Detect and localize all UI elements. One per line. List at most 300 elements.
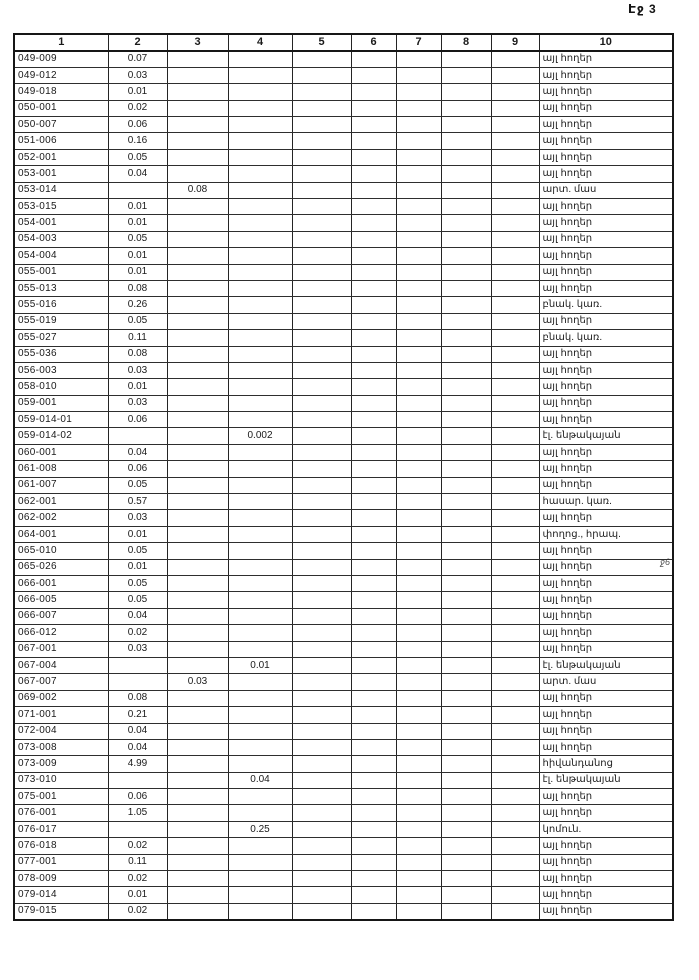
value-cell — [228, 280, 292, 296]
value-cell — [351, 510, 396, 526]
value-cell — [167, 330, 228, 346]
value-cell — [292, 231, 351, 247]
value-cell — [441, 526, 491, 542]
value-cell: 0.03 — [167, 674, 228, 690]
value-cell — [167, 100, 228, 116]
table-row — [14, 117, 673, 133]
value-cell — [491, 789, 539, 805]
land-use-cell: այլ հողեր — [539, 559, 673, 575]
value-cell — [292, 707, 351, 723]
value-cell — [441, 313, 491, 329]
table-row — [14, 756, 673, 772]
table-row — [14, 362, 673, 378]
column-header: 6 — [351, 34, 396, 51]
land-use-cell: էլ. ենթակայան — [539, 428, 673, 444]
value-cell — [491, 854, 539, 870]
value-cell: 0.08 — [108, 280, 167, 296]
value-cell — [228, 461, 292, 477]
land-use-cell: այլ հողեր — [539, 280, 673, 296]
value-cell: 0.02 — [108, 903, 167, 919]
value-cell — [292, 51, 351, 67]
value-cell — [351, 379, 396, 395]
value-cell — [228, 871, 292, 887]
value-cell — [167, 707, 228, 723]
table-row — [14, 428, 673, 444]
value-cell — [292, 903, 351, 919]
value-cell — [491, 510, 539, 526]
value-cell — [441, 264, 491, 280]
land-use-cell: այլ հողեր — [539, 887, 673, 903]
value-cell — [441, 854, 491, 870]
parcel-code-cell: 078-009 — [14, 871, 108, 887]
value-cell — [351, 313, 396, 329]
table-row — [14, 461, 673, 477]
value-cell — [441, 559, 491, 575]
land-use-cell: այլ հողեր — [539, 346, 673, 362]
value-cell — [396, 674, 441, 690]
value-cell — [491, 690, 539, 706]
parcel-code-cell: 065-010 — [14, 543, 108, 559]
table-row — [14, 133, 673, 149]
value-cell — [491, 248, 539, 264]
table-row — [14, 264, 673, 280]
value-cell — [351, 526, 396, 542]
value-cell: 0.21 — [108, 707, 167, 723]
value-cell — [396, 543, 441, 559]
value-cell — [167, 805, 228, 821]
value-cell — [292, 510, 351, 526]
value-cell — [396, 723, 441, 739]
value-cell: 0.04 — [108, 723, 167, 739]
value-cell — [228, 608, 292, 624]
value-cell — [228, 674, 292, 690]
value-cell — [491, 756, 539, 772]
value-cell — [396, 412, 441, 428]
value-cell: 0.01 — [108, 379, 167, 395]
value-cell — [292, 723, 351, 739]
value-cell — [292, 871, 351, 887]
table-row — [14, 543, 673, 559]
value-cell — [167, 280, 228, 296]
value-cell — [441, 543, 491, 559]
value-cell — [228, 264, 292, 280]
value-cell: 0.04 — [108, 739, 167, 755]
value-cell — [228, 526, 292, 542]
land-use-cell: այլ հողեր — [539, 543, 673, 559]
parcel-code-cell: 055-027 — [14, 330, 108, 346]
value-cell — [351, 494, 396, 510]
value-cell — [491, 723, 539, 739]
value-cell — [491, 526, 539, 542]
value-cell — [396, 362, 441, 378]
value-cell: 0.03 — [108, 67, 167, 83]
value-cell — [491, 84, 539, 100]
value-cell — [292, 84, 351, 100]
value-cell — [441, 182, 491, 198]
parcel-code-cell: 061-007 — [14, 477, 108, 493]
table-row — [14, 674, 673, 690]
value-cell — [396, 805, 441, 821]
value-cell: 0.03 — [108, 641, 167, 657]
value-cell: 0.01 — [108, 559, 167, 575]
value-cell — [396, 903, 441, 919]
value-cell — [441, 215, 491, 231]
column-header: 5 — [292, 34, 351, 51]
value-cell — [441, 395, 491, 411]
value-cell — [491, 199, 539, 215]
parcel-code-cell: 050-007 — [14, 117, 108, 133]
parcel-code-cell: 076-017 — [14, 821, 108, 837]
parcel-code-cell: 076-001 — [14, 805, 108, 821]
value-cell — [351, 543, 396, 559]
value-cell — [396, 264, 441, 280]
value-cell — [167, 576, 228, 592]
value-cell — [351, 117, 396, 133]
value-cell — [491, 313, 539, 329]
value-cell — [167, 903, 228, 919]
value-cell — [351, 84, 396, 100]
table-row — [14, 576, 673, 592]
value-cell — [441, 461, 491, 477]
land-use-cell: այլ հողեր — [539, 166, 673, 182]
value-cell — [396, 280, 441, 296]
parcel-code-cell: 051-006 — [14, 133, 108, 149]
land-use-cell: այլ հողեր — [539, 248, 673, 264]
value-cell — [396, 690, 441, 706]
value-cell — [167, 199, 228, 215]
column-header: 2 — [108, 34, 167, 51]
parcel-code-cell: 055-019 — [14, 313, 108, 329]
value-cell — [167, 739, 228, 755]
value-cell — [167, 854, 228, 870]
value-cell — [396, 854, 441, 870]
value-cell — [228, 84, 292, 100]
land-use-cell: այլ հողեր — [539, 264, 673, 280]
land-use-cell: այլ հողեր — [539, 477, 673, 493]
value-cell — [292, 117, 351, 133]
value-cell — [108, 772, 167, 788]
value-cell — [396, 576, 441, 592]
table-row — [14, 821, 673, 837]
value-cell — [351, 559, 396, 575]
value-cell — [351, 166, 396, 182]
value-cell — [292, 756, 351, 772]
table-row — [14, 166, 673, 182]
value-cell — [351, 395, 396, 411]
value-cell — [441, 297, 491, 313]
value-cell — [491, 641, 539, 657]
value-cell — [292, 772, 351, 788]
value-cell — [228, 690, 292, 706]
value-cell — [396, 592, 441, 608]
value-cell — [491, 133, 539, 149]
land-use-cell: կոմուն. — [539, 821, 673, 837]
value-cell — [228, 723, 292, 739]
value-cell — [351, 608, 396, 624]
value-cell — [351, 625, 396, 641]
value-cell — [396, 494, 441, 510]
land-use-cell: էլ. ենթակայան — [539, 772, 673, 788]
value-cell — [351, 739, 396, 755]
value-cell — [292, 526, 351, 542]
table-row — [14, 805, 673, 821]
value-cell — [491, 592, 539, 608]
value-cell — [441, 657, 491, 673]
value-cell — [396, 199, 441, 215]
stray-handwriting-mark: ջ6 — [660, 557, 671, 567]
land-use-cell: այլ հողեր — [539, 805, 673, 821]
value-cell — [167, 543, 228, 559]
value-cell — [108, 182, 167, 198]
table-body — [14, 51, 673, 920]
value-cell — [167, 559, 228, 575]
value-cell — [228, 166, 292, 182]
table-row — [14, 510, 673, 526]
value-cell — [351, 805, 396, 821]
value-cell — [396, 215, 441, 231]
value-cell — [441, 379, 491, 395]
land-use-cell: այլ հողեր — [539, 215, 673, 231]
value-cell — [491, 674, 539, 690]
value-cell — [292, 330, 351, 346]
value-cell — [292, 100, 351, 116]
table-row — [14, 215, 673, 231]
value-cell — [167, 149, 228, 165]
value-cell — [441, 641, 491, 657]
value-cell — [167, 264, 228, 280]
land-use-cell: այլ հողեր — [539, 592, 673, 608]
value-cell — [491, 346, 539, 362]
table-row — [14, 67, 673, 83]
value-cell — [441, 608, 491, 624]
value-cell — [228, 379, 292, 395]
value-cell — [167, 428, 228, 444]
value-cell — [108, 428, 167, 444]
value-cell — [167, 395, 228, 411]
table-row — [14, 739, 673, 755]
value-cell — [441, 772, 491, 788]
value-cell — [491, 657, 539, 673]
land-use-cell: արտ. մաս — [539, 182, 673, 198]
value-cell: 0.08 — [108, 690, 167, 706]
value-cell — [396, 526, 441, 542]
value-cell: 0.04 — [108, 166, 167, 182]
value-cell — [292, 313, 351, 329]
value-cell — [351, 838, 396, 854]
value-cell — [441, 690, 491, 706]
value-cell — [396, 428, 441, 444]
value-cell — [351, 576, 396, 592]
value-cell — [167, 510, 228, 526]
value-cell — [228, 412, 292, 428]
value-cell: 0.05 — [108, 592, 167, 608]
table-row — [14, 494, 673, 510]
value-cell — [491, 444, 539, 460]
parcel-code-cell: 062-001 — [14, 494, 108, 510]
value-cell — [108, 674, 167, 690]
value-cell — [228, 510, 292, 526]
value-cell — [228, 182, 292, 198]
value-cell — [292, 346, 351, 362]
value-cell — [351, 887, 396, 903]
value-cell: 0.04 — [228, 772, 292, 788]
land-use-cell: այլ հողեր — [539, 362, 673, 378]
table-row — [14, 559, 673, 575]
value-cell — [292, 494, 351, 510]
value-cell: 0.02 — [108, 838, 167, 854]
value-cell — [441, 821, 491, 837]
parcel-code-cell: 073-009 — [14, 756, 108, 772]
value-cell — [396, 625, 441, 641]
value-cell — [292, 625, 351, 641]
value-cell — [441, 477, 491, 493]
table-row — [14, 477, 673, 493]
value-cell — [396, 756, 441, 772]
table-row — [14, 84, 673, 100]
value-cell — [491, 149, 539, 165]
value-cell — [228, 149, 292, 165]
value-cell — [396, 84, 441, 100]
value-cell — [292, 805, 351, 821]
value-cell — [396, 313, 441, 329]
value-cell — [292, 280, 351, 296]
value-cell — [351, 903, 396, 919]
value-cell — [167, 346, 228, 362]
value-cell — [228, 297, 292, 313]
value-cell — [292, 641, 351, 657]
table-row — [14, 854, 673, 870]
value-cell — [491, 395, 539, 411]
table-row — [14, 625, 673, 641]
value-cell — [167, 526, 228, 542]
parcel-code-cell: 052-001 — [14, 149, 108, 165]
land-use-cell: այլ հողեր — [539, 67, 673, 83]
value-cell — [441, 625, 491, 641]
value-cell — [396, 477, 441, 493]
value-cell — [491, 871, 539, 887]
parcel-code-cell: 062-002 — [14, 510, 108, 526]
column-header: 4 — [228, 34, 292, 51]
value-cell — [396, 887, 441, 903]
table-row — [14, 313, 673, 329]
value-cell — [491, 805, 539, 821]
value-cell — [441, 789, 491, 805]
table-row — [14, 772, 673, 788]
value-cell — [491, 379, 539, 395]
value-cell — [396, 100, 441, 116]
value-cell — [491, 100, 539, 116]
value-cell: 1.05 — [108, 805, 167, 821]
land-use-cell: փողոց., հրապ. — [539, 526, 673, 542]
table-row — [14, 887, 673, 903]
value-cell — [351, 248, 396, 264]
parcel-code-cell: 066-001 — [14, 576, 108, 592]
value-cell — [441, 739, 491, 755]
land-use-cell: այլ հողեր — [539, 395, 673, 411]
value-cell — [228, 248, 292, 264]
page-number-label: Էջ 3 — [628, 2, 657, 16]
value-cell — [441, 428, 491, 444]
table-row — [14, 100, 673, 116]
value-cell — [228, 707, 292, 723]
table-row — [14, 838, 673, 854]
value-cell — [491, 707, 539, 723]
land-use-cell: արտ. մաս — [539, 674, 673, 690]
value-cell — [228, 100, 292, 116]
value-cell — [441, 510, 491, 526]
value-cell — [167, 231, 228, 247]
value-cell — [441, 756, 491, 772]
value-cell — [292, 789, 351, 805]
value-cell — [292, 821, 351, 837]
value-cell — [351, 199, 396, 215]
value-cell — [228, 854, 292, 870]
value-cell: 4.99 — [108, 756, 167, 772]
value-cell — [441, 707, 491, 723]
value-cell — [167, 444, 228, 460]
value-cell — [441, 346, 491, 362]
value-cell — [491, 67, 539, 83]
land-use-cell: բնակ. կառ. — [539, 297, 673, 313]
value-cell: 0.02 — [108, 871, 167, 887]
table-row — [14, 592, 673, 608]
value-cell — [396, 166, 441, 182]
column-header: 10 — [539, 34, 673, 51]
parcel-code-cell: 055-001 — [14, 264, 108, 280]
value-cell: 0.11 — [108, 330, 167, 346]
table-row — [14, 444, 673, 460]
value-cell — [167, 723, 228, 739]
value-cell — [292, 182, 351, 198]
value-cell — [491, 215, 539, 231]
parcel-code-cell: 066-007 — [14, 608, 108, 624]
value-cell — [292, 838, 351, 854]
value-cell — [491, 625, 539, 641]
value-cell — [351, 133, 396, 149]
land-use-cell: այլ հողեր — [539, 313, 673, 329]
value-cell — [351, 756, 396, 772]
parcel-code-cell: 053-001 — [14, 166, 108, 182]
value-cell — [292, 133, 351, 149]
parcel-code-cell: 055-013 — [14, 280, 108, 296]
table-row — [14, 657, 673, 673]
land-use-cell: այլ հողեր — [539, 231, 673, 247]
land-use-cell: այլ հողեր — [539, 625, 673, 641]
value-cell — [351, 215, 396, 231]
table-row — [14, 379, 673, 395]
value-cell — [167, 641, 228, 657]
value-cell: 0.002 — [228, 428, 292, 444]
value-cell — [292, 854, 351, 870]
value-cell — [396, 772, 441, 788]
value-cell — [441, 100, 491, 116]
value-cell — [396, 297, 441, 313]
value-cell — [441, 117, 491, 133]
value-cell — [167, 248, 228, 264]
parcel-code-cell: 054-001 — [14, 215, 108, 231]
value-cell: 0.01 — [108, 264, 167, 280]
parcel-code-cell: 069-002 — [14, 690, 108, 706]
table-row — [14, 412, 673, 428]
value-cell — [351, 362, 396, 378]
table-row — [14, 707, 673, 723]
parcel-code-cell: 059-014-02 — [14, 428, 108, 444]
value-cell: 0.01 — [108, 215, 167, 231]
value-cell — [396, 739, 441, 755]
value-cell — [351, 707, 396, 723]
value-cell — [351, 280, 396, 296]
value-cell — [396, 117, 441, 133]
